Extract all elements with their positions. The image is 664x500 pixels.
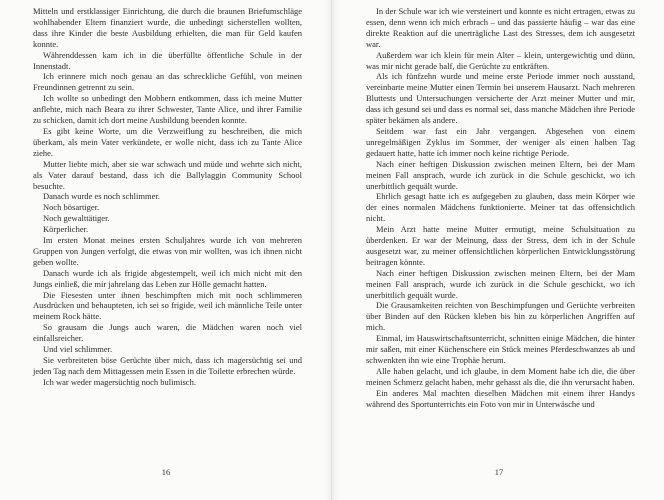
paragraph: Seitdem war fast ein Jahr vergangen. Abgesehen von einem unregelmäßigen Zyklus im Sommer, der weniger als einen halben Tag gedauert hatte, hatte ich immer noch keine richtige Periode. — [366, 125, 635, 158]
paragraph: Ich erinnere mich noch genau an das schreckliche Gefühl, von meinen Freundinnen getrennt zu sein. — [33, 71, 302, 93]
paragraph: Währenddessen kam ich in die überfüllte öffentliche Schule in der Innenstadt. — [33, 49, 302, 71]
paragraph: Einmal, im Hauswirtschaftsunterricht, schnitten einige Mädchen, die hinter mir saßen, mit einer Küchenschere ein Stück meines Pferdeschwanzes ab und schwenkten ihn wie eine Trophäe herum. — [366, 333, 635, 365]
paragraph: Danach wurde ich als frigide abgestempelt, weil ich mich nicht mit den Jungs einließ, die mir jahrelang das Leben zur Hölle gemacht hatten. — [33, 267, 302, 289]
paragraph: Mein Arzt hatte meine Mutter ermutigt, meine Schulsituation zu überdenken. Er war der Meinung, dass der Stress, dem ich in der Schule ausgesetzt war, zu meiner offensichtlichen körperlichen Entwicklungsstörung beitragen könnte. — [366, 224, 635, 267]
paragraph: So grausam die Jungs auch waren, die Mädchen waren noch viel einfallsreicher. — [33, 322, 302, 344]
paragraph: Ehrlich gesagt hatte ich es aufgegeben zu glauben, dass mein Körper wie der eines normalen Mädchens funktionierte. Meiner tat das offensichtlich nicht. — [366, 191, 635, 224]
page-number-right: 17 — [494, 467, 504, 477]
paragraph: Die Fiesesten unter ihnen beschimpften mich mit noch schlimmeren Ausdrücken und behaupteten, ich sei so frigide, weil ich männliche Teile unter meinem Rock hätte. — [33, 289, 302, 322]
paragraph: Ich war weder magersüchtig noch bulimisch. — [43, 376, 196, 387]
paragraph: Körperlicher. — [43, 224, 89, 235]
right-page-text — [366, 6, 635, 410]
paragraph: Als ich fünfzehn wurde und meine erste Periode immer noch ausstand, vereinbarte meine Mutter einen Termin bei unserem Hausarzt. Nach mehreren Bluttests und Untersuchungen versicherte der Arzt meiner Mutter und mir, dass ich gesund sei und dass es normal sei, dass manche Mädchen ihre Periode später bekämen als andere. — [366, 71, 635, 126]
paragraph: Alle haben gelacht, und ich glaube, in dem Moment habe ich die, die über meinen Schmerz gelacht haben, mehr gehasst als die, die ihn verursacht haben. — [366, 365, 635, 387]
paragraph: Und viel schlimmer. — [43, 344, 113, 355]
paragraph: Noch bösartiger. — [43, 202, 100, 213]
page-number-left: 16 — [161, 467, 171, 477]
paragraph: Nach einer heftigen Diskussion zwischen meinen Eltern, bei der Mam meinen Fall ansprach, wurde ich zurück in die Schule geschickt, wo ich unerbittlich gequält wurde. — [366, 158, 635, 191]
paragraph: Mitteln und erstklassiger Einrichtung, die durch die braunen Briefumschläge wohlhabender Eltern finanziert wurde, die unbedingt sicherstellen wollten, dass ihre Kinder die beste Ausbildung erhielten, die man für Geld kaufen konnte. — [33, 6, 302, 49]
paragraph: Nach einer heftigen Diskussion zwischen meinen Eltern, bei der Mam meinen Fall ansprach, wurde ich zurück in die Schule geschickt, wo ich unerbittlich gequält wurde. — [366, 267, 635, 300]
paragraph: Ein anderes Mal machten dieselben Mädchen mit einem ihrer Handys während des Sportunterrichts ein Foto von mir in Unterwäsche und — [366, 387, 635, 409]
paragraph: In der Schule war ich wie versteinert und konnte es nicht ertragen, etwas zu essen, denn wenn ich mich erbrach – und das passierte häufig – war das eine direkte Reaktion auf die unerträgliche Last des Stresses, dem ich ausgesetzt war. — [366, 6, 635, 49]
right-page — [332, 0, 664, 500]
paragraph: Im ersten Monat meines ersten Schuljahres wurde ich von mehreren Gruppen von Jungen verfolgt, die etwas von mir wollten, was ich ihnen nicht geben wollte. — [33, 235, 302, 267]
paragraph: Außerdem war ich klein für mein Alter – klein, untergewichtig und dünn, was mir nicht gerade half, die Gerüchte zu entkräften. — [366, 49, 635, 71]
paragraph: Danach wurde es noch schlimmer. — [43, 191, 160, 202]
left-page-text — [33, 6, 302, 388]
paragraph: Ich wollte so unbedingt den Mobbern entkommen, dass ich meine Mutter anflehte, mich nach Beara zu ihrer Schwester, Tante Alice, und ihrer Familie zu schicken, damit ich dort meine Ausbildung beenden konnte. — [33, 93, 302, 126]
paragraph: Noch gewalttätiger. — [43, 213, 110, 224]
paragraph: Die Grausamkeiten reichten von Beschimpfungen und Gerüchte verbreiten über Binden auf den Rücken kleben bis hin zu körperlichen Angriffen auf mich. — [366, 300, 635, 333]
paragraph: Es gibt keine Worte, um die Verzweiflung zu beschreiben, die mich überkam, als mein Vater verkündete, er wolle nicht, dass ich zu Tante Alice ziehe. — [33, 125, 302, 158]
paragraph: Mutter liebte mich, aber sie war schwach und müde und wehrte sich nicht, als Vater darauf bestand, dass ich die Ballylaggin Community School besuchte. — [33, 158, 302, 191]
paragraph: Sie verbreiteten böse Gerüchte über mich, dass ich magersüchtig sei und jeden Tag nach dem Mittagessen mein Essen in die Toilette erbrechen würde. — [33, 355, 302, 376]
